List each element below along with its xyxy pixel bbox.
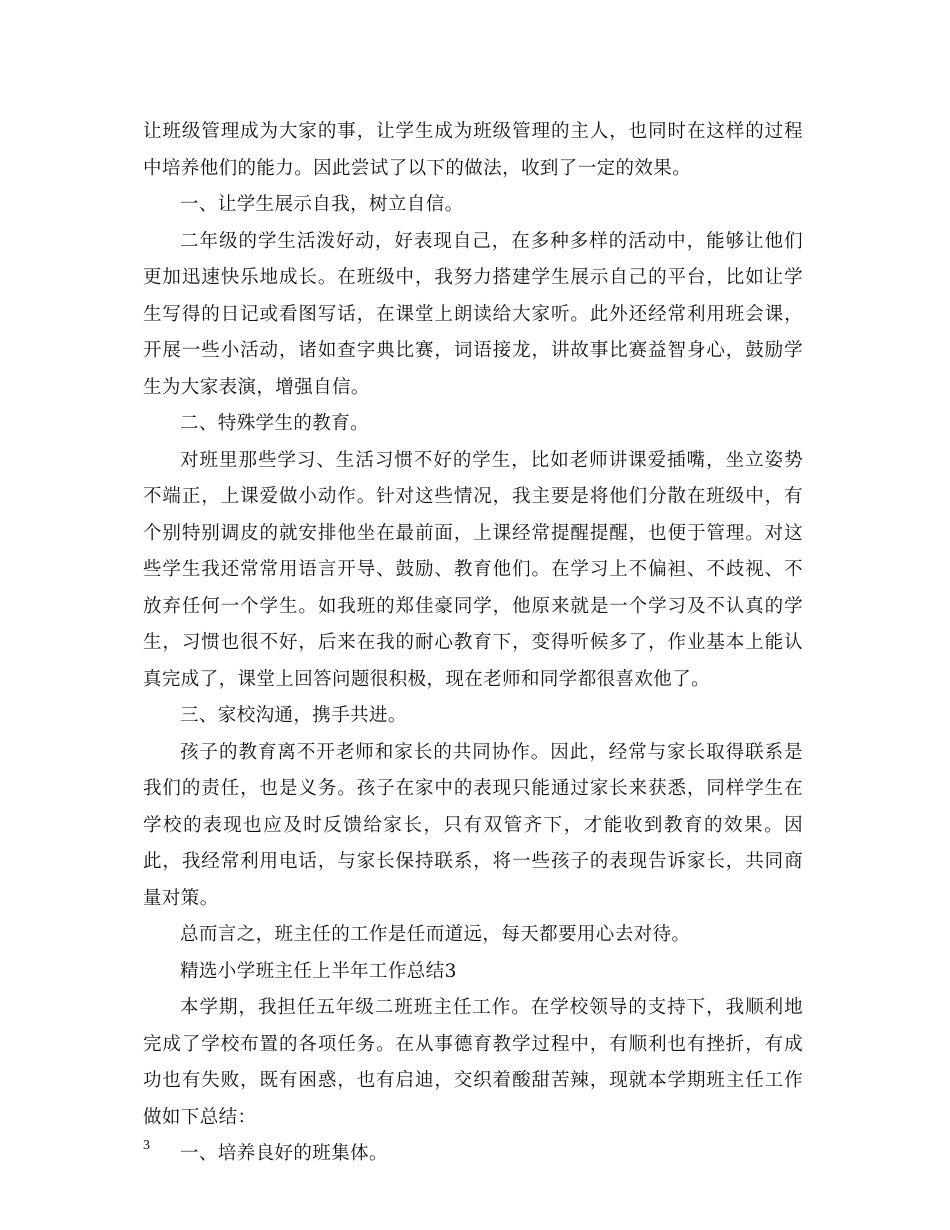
paragraph-4: 孩子的教育离不开老师和家长的共同协作。因此，经常与家长取得联系是我们的责任，也是义务。孩子在家中的表现只能通过家长来获悉，同样学生在学校的表现也应及时反馈给家长，只有双管齐下，才能收到教育的效果。因此，我经常利用电话，与家长保持联系，将一些孩子的表现告诉家长，共同商量对策。 (143, 741, 803, 909)
document-body (143, 114, 803, 1173)
section-heading-1: 一、让学生展示自我，树立自信。 (180, 194, 464, 215)
section-heading-4: 一、培养良好的班集体。 (180, 1143, 388, 1164)
paragraph-6: 本学期，我担任五年级二班班主任工作。在学校领导的支持下，我顺利地完成了学校布置的各项任务。在从事德育教学过程中，有顺利也有挫折，有成功也有失败，既有困惑，也有启迪，交织着酸甜苦辣，现就本学期班主任工作做如下总结： (143, 997, 803, 1128)
paragraph-2: 二年级的学生活泼好动，好表现自己，在多种多样的活动中，能够让他们更加迅速快乐地成长。在班级中，我努力搭建学生展示自己的平台，比如让学生写得的日记或看图写话，在课堂上朗读给大家听。此外还经常利用班会课，开展一些小活动，诸如查字典比赛，词语接龙，讲故事比赛益智身心，鼓励学生为大家表演，增强自信。 (143, 230, 803, 398)
article-title: 精选小学班主任上半年工作总结3 (180, 960, 457, 982)
section-heading-3: 三、家校沟通，携手共进。 (180, 705, 407, 726)
page-number: 3 (143, 1138, 150, 1153)
paragraph-3: 对班里那些学习、生活习惯不好的学生，比如老师讲课爱插嘴，坐立姿势不端正，上课爱做小动作。针对这些情况，我主要是将他们分散在班级中，有个别特别调皮的就安排他坐在最前面，上课经常提醒提醒，也便于管理。对这些学生我还常常用语言开导、鼓励、教育他们。在学习上不偏袒、不歧视、不放弃任何一个学生。如我班的郑佳豪同学，他原来就是一个学习及不认真的学生，习惯也很不好，后来在我的耐心教育下，变得听候多了，作业基本上能认真完成了，课堂上回答问题很积极，现在老师和同学都很喜欢他了。 (143, 449, 803, 690)
paragraph-1: 让班级管理成为大家的事，让学生成为班级管理的主人，也同时在这样的过程中培养他们的能力。因此尝试了以下的做法，收到了一定的效果。 (143, 121, 803, 179)
section-heading-2: 二、特殊学生的教育。 (180, 413, 370, 434)
paragraph-5: 总而言之，班主任的工作是任而道远，每天都要用心去对待。 (180, 924, 691, 945)
